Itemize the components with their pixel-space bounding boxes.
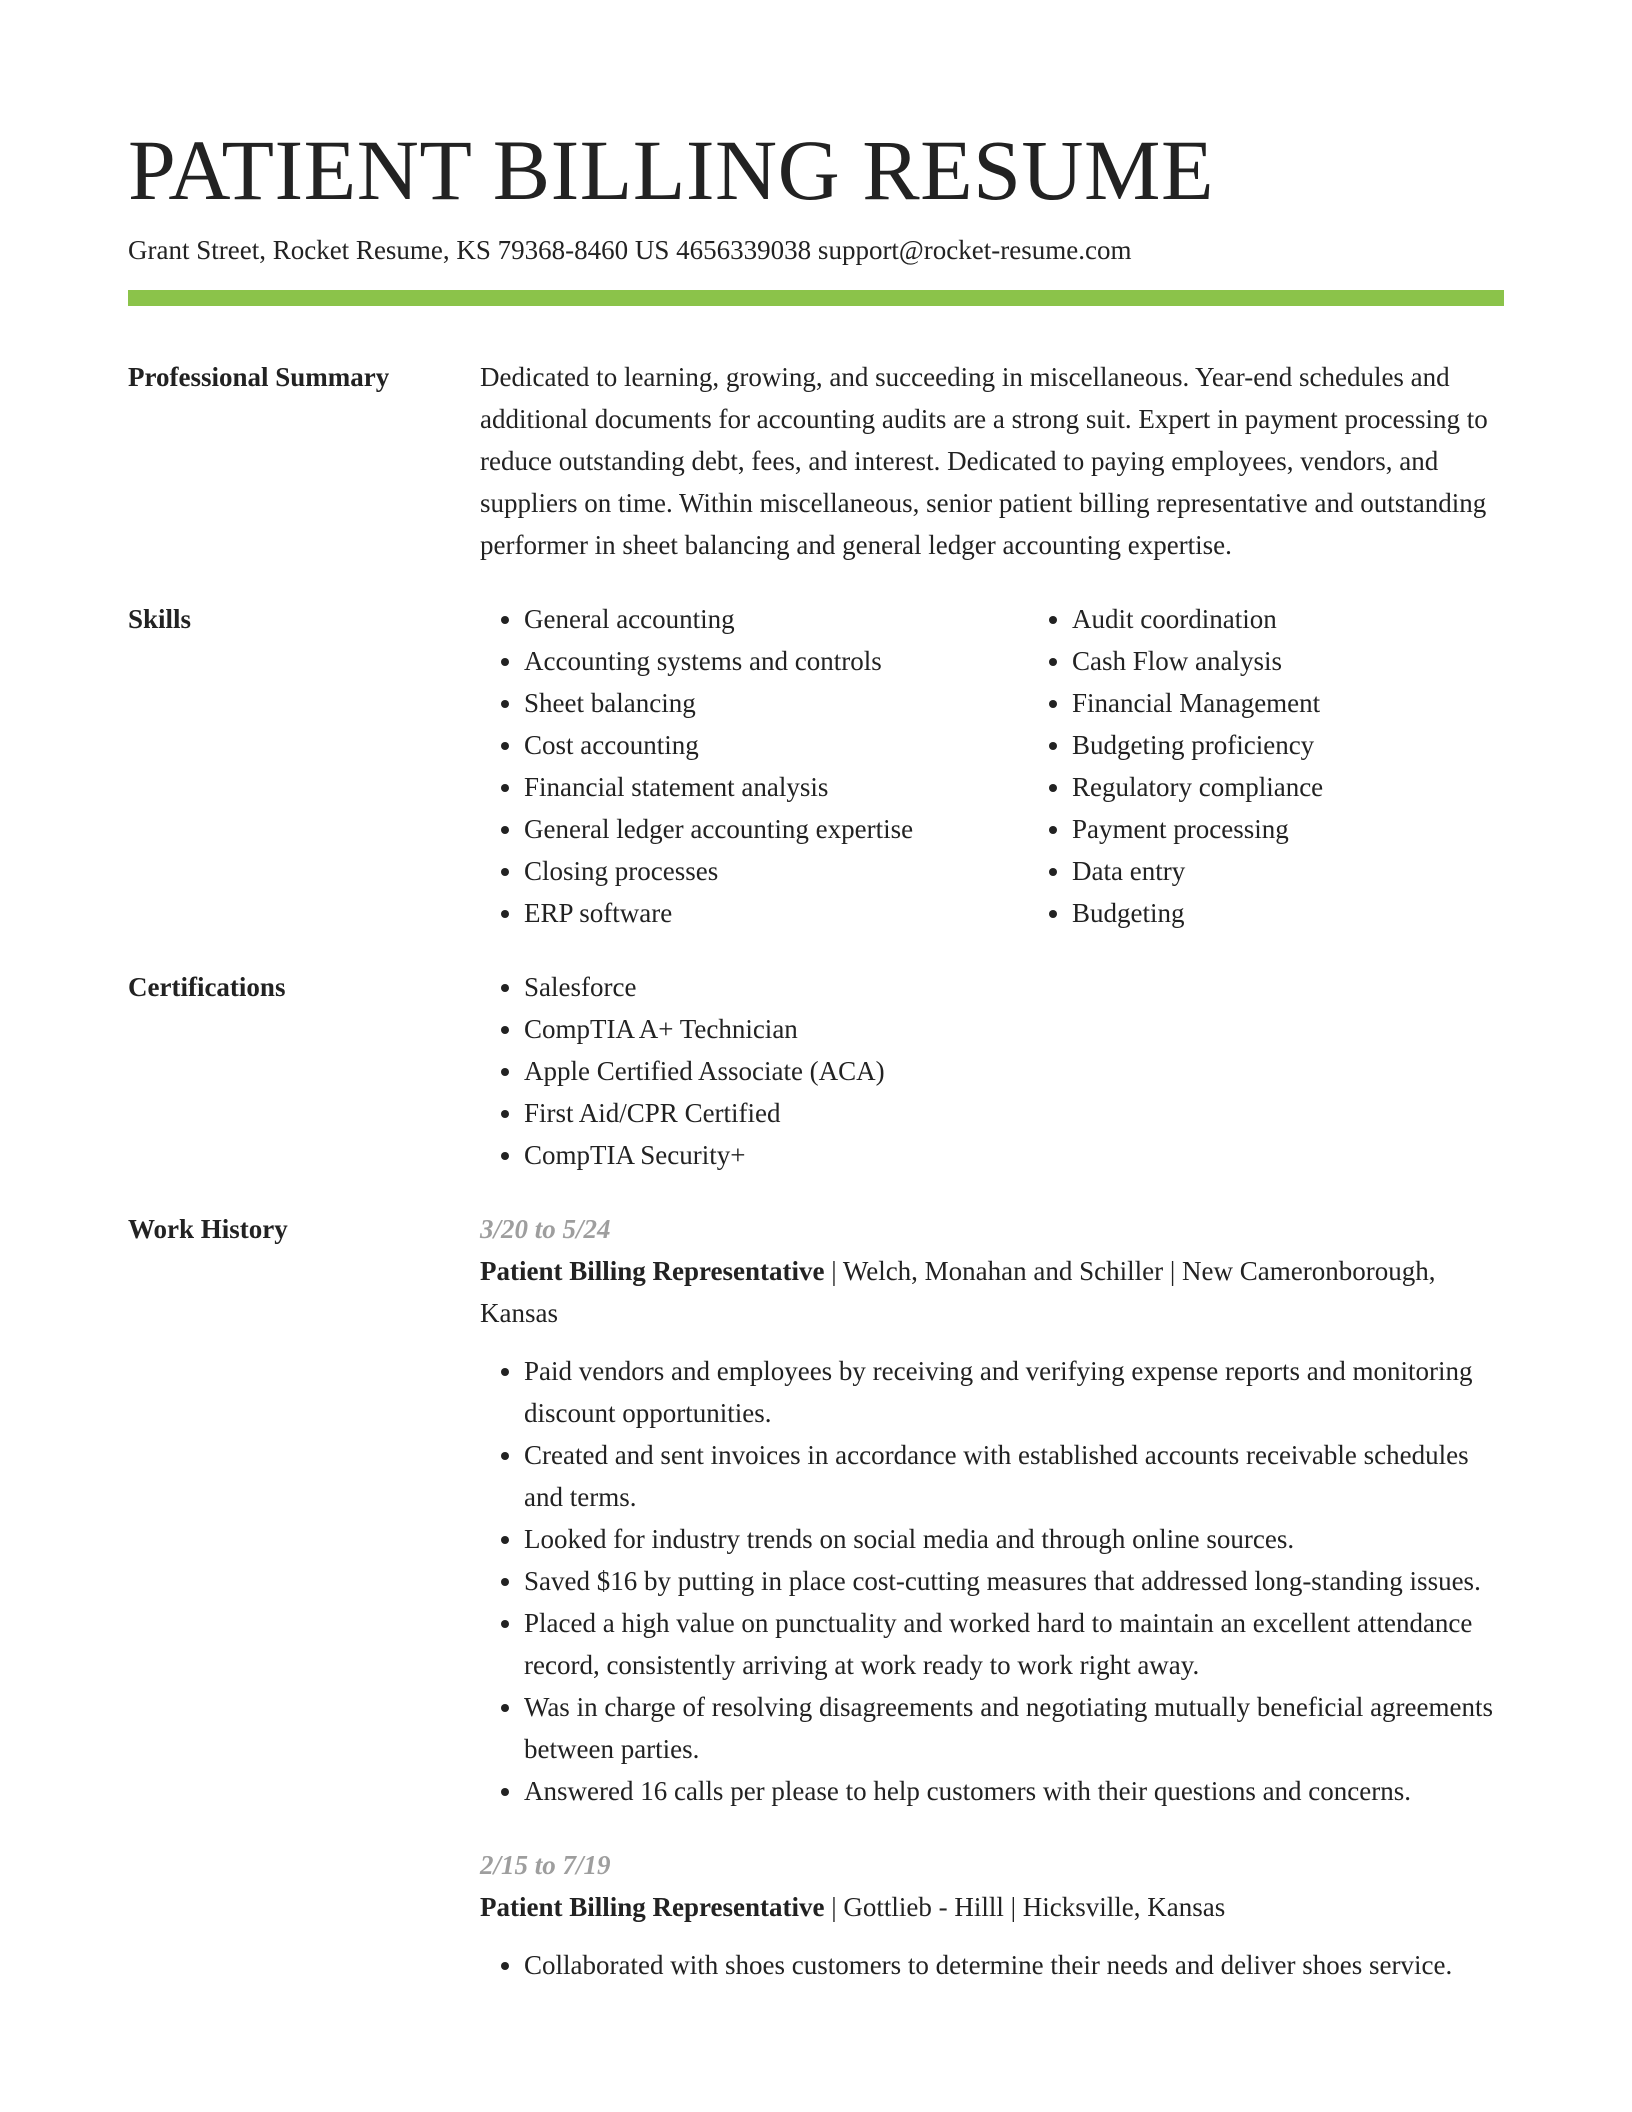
contact-line: Grant Street, Rocket Resume, KS 79368-8460 US 4656339038 support@rocket-resume.com: [128, 235, 1132, 265]
skills-label: Skills: [128, 604, 192, 634]
job-entry: [480, 1844, 1504, 1986]
job-bullet: • Answered 16 calls per please to help customers with their questions and concerns.: [524, 1770, 1504, 1812]
skill-item: • General ledger accounting expertise: [524, 808, 1028, 850]
summary-label: Professional Summary: [128, 362, 390, 392]
header-divider: [128, 290, 1504, 306]
skill-item: • Financial Management: [1072, 682, 1572, 724]
skill-item: • Regulatory compliance: [1072, 766, 1572, 808]
skill-item: • Audit coordination: [1072, 598, 1572, 640]
job-bullet: • Collaborated with shoes customers to determine their needs and deliver shoes service.: [524, 1944, 1504, 1986]
skills-section: [128, 598, 1504, 934]
skill-item: • Cash Flow analysis: [1072, 640, 1572, 682]
job-dates: 3/20 to 5/24: [480, 1214, 611, 1244]
job-bullet: • Created and sent invoices in accordance with established accounts receivable schedules and terms.: [524, 1434, 1504, 1518]
job-bullet-list: [480, 1350, 1504, 1812]
summary-section: [128, 356, 1504, 566]
skill-item: • Budgeting: [1072, 892, 1572, 934]
job-bullet: • Placed a high value on punctuality and worked hard to maintain an excellent attendance record, consistently arriving at work ready to work right away.: [524, 1602, 1504, 1686]
certification-item: • Salesforce: [524, 966, 1504, 1008]
job-details: | Gottlieb - Hilll | Hicksville, Kansas: [824, 1892, 1226, 1922]
skill-item: • Cost accounting: [524, 724, 1028, 766]
job-heading: [480, 1250, 1504, 1334]
certification-item: • CompTIA Security+: [524, 1134, 1504, 1176]
work-history-label: Work History: [128, 1214, 288, 1244]
certification-item: • Apple Certified Associate (ACA): [524, 1050, 1504, 1092]
skill-item: • Sheet balancing: [524, 682, 1028, 724]
certification-item: • CompTIA A+ Technician: [524, 1008, 1504, 1050]
certifications-label: Certifications: [128, 972, 286, 1002]
skill-item: • Payment processing: [1072, 808, 1572, 850]
skill-item: • ERP software: [524, 892, 1028, 934]
job-heading: [480, 1886, 1504, 1928]
skills-list-left: [480, 598, 1028, 934]
work-history-section: [128, 1208, 1504, 1986]
skill-item: • Budgeting proficiency: [1072, 724, 1572, 766]
job-title: Patient Billing Representative: [480, 1256, 825, 1286]
job-title: Patient Billing Representative: [480, 1892, 825, 1922]
resume-page: [128, 120, 1504, 1986]
job-bullet-list: [480, 1944, 1504, 1986]
certifications-list: [480, 966, 1504, 1176]
resume-title: PATIENT BILLING RESUME: [128, 122, 1215, 218]
skill-item: • Accounting systems and controls: [524, 640, 1028, 682]
skill-item: • Closing processes: [524, 850, 1028, 892]
job-details: | Welch, Monahan and Schiller | New Cameronborough, Kansas: [480, 1256, 1436, 1328]
skill-item: • Financial statement analysis: [524, 766, 1028, 808]
certification-item: • First Aid/CPR Certified: [524, 1092, 1504, 1134]
certifications-section: [128, 966, 1504, 1176]
job-dates: 2/15 to 7/19: [480, 1850, 611, 1880]
skills-list-right: [1028, 598, 1572, 934]
summary-text: Dedicated to learning, growing, and succeeding in miscellaneous. Year-end schedules and additional documents for accounting audits are a strong suit. Expert in payment processing to reduce outstanding debt, fees, and interest. Dedicated to paying employees, vendors, and suppliers on time. Within miscellaneous, senior patient billing representative and outstanding performer in sheet balancing and general ledger accounting expertise.: [480, 362, 1488, 560]
job-bullet: • Looked for industry trends on social media and through online sources.: [524, 1518, 1504, 1560]
job-bullet: • Paid vendors and employees by receiving and verifying expense reports and monitoring discount opportunities.: [524, 1350, 1504, 1434]
job-bullet: • Was in charge of resolving disagreements and negotiating mutually beneficial agreements between parties.: [524, 1686, 1504, 1770]
job-entry: [480, 1208, 1504, 1812]
skill-item: • Data entry: [1072, 850, 1572, 892]
job-bullet: • Saved $16 by putting in place cost-cutting measures that addressed long-standing issues.: [524, 1560, 1504, 1602]
skill-item: • General accounting: [524, 598, 1028, 640]
